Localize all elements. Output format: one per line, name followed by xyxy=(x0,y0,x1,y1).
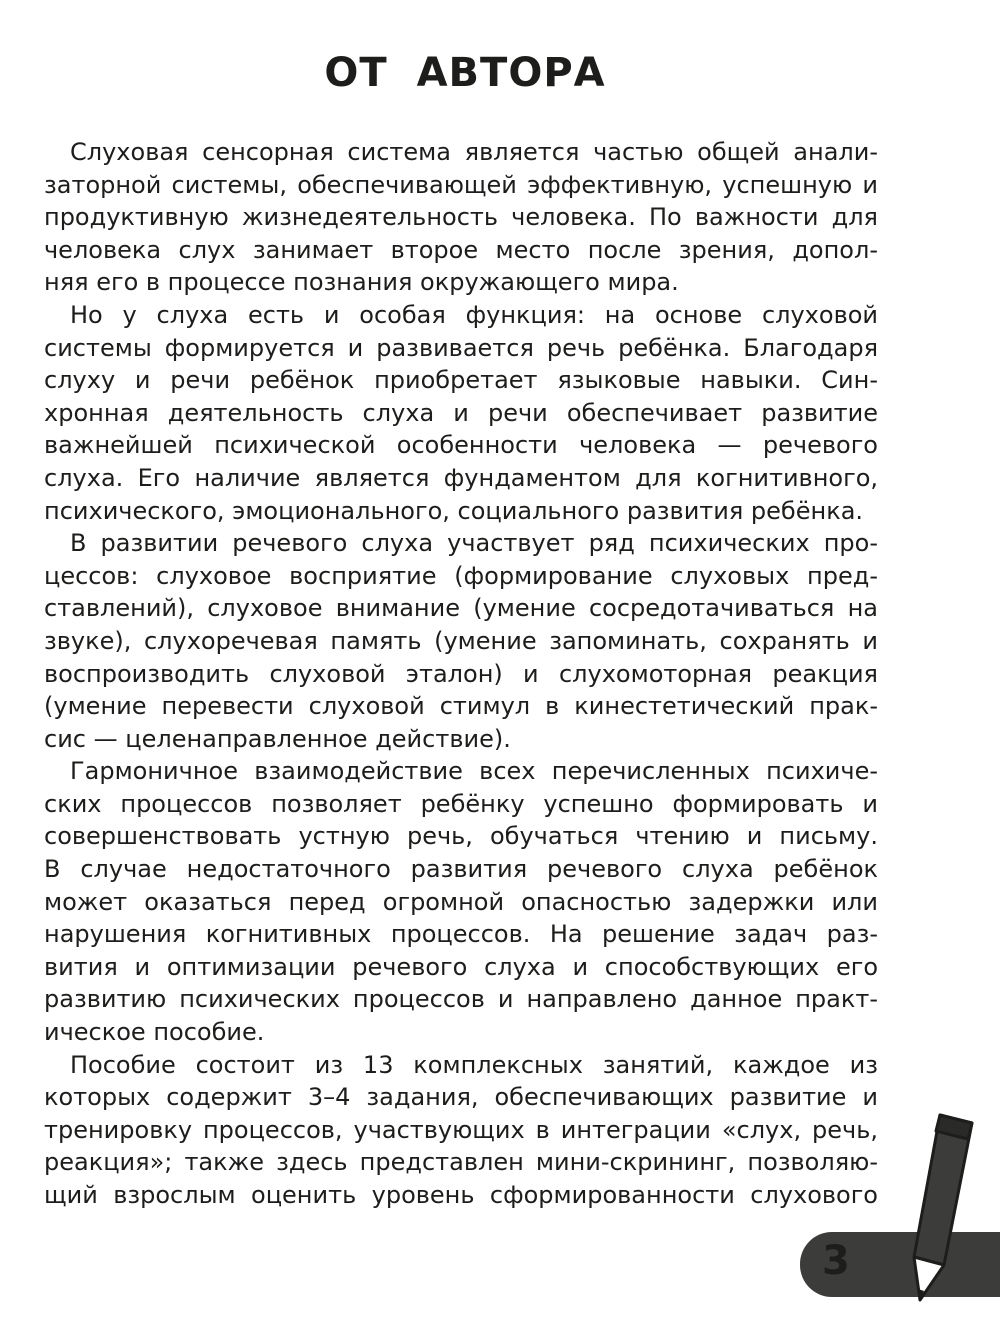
text-line: В развитии речевого слуха участвует ряд психических про- xyxy=(70,529,878,558)
text-line: В случае недостаточного развития речевого слуха ребёнок xyxy=(44,855,878,884)
text-line: человека слух занимает второе место после зрения, допол- xyxy=(44,235,878,264)
text-line: воспроизводить слуховой эталон) и слухомоторная реакция xyxy=(44,659,878,688)
text-line: слуху и речи ребёнок приобретает языковые навыки. Син- xyxy=(44,366,878,395)
text-line: системы формируется и развивается речь ребёнка. Благодаря xyxy=(44,333,878,362)
text-line: реакция»; также здесь представлен мини-скрининг, позволяю- xyxy=(44,1148,878,1177)
text-line: тренировку процессов, участвующих в интеграции «слух, речь, xyxy=(44,1115,878,1144)
pencil-tip xyxy=(914,1257,944,1300)
paragraph-5 xyxy=(44,1049,878,1212)
paragraph-2 xyxy=(44,299,878,527)
page-title: ОТ АВТОРА xyxy=(324,50,606,96)
text-line: Гармоничное взаимодействие всех перечисленных психиче- xyxy=(70,757,878,786)
paragraph-3 xyxy=(44,527,878,755)
text-line: продуктивную жизнедеятельность человека. По важности для xyxy=(44,203,878,232)
text-line: щий взрослым оценить уровень сформированности слухового xyxy=(44,1181,878,1209)
text-line: ическое пособие. xyxy=(44,1018,265,1047)
text-line: звуке), слухоречевая память (умение запоминать, сохранять и xyxy=(44,626,878,655)
text-line: нарушения когнитивных процессов. На решение задач раз- xyxy=(44,920,878,949)
text-line: может оказаться перед огромной опасностью задержки или xyxy=(44,887,878,916)
text-line: цессов: слуховое восприятие (формирование слуховых пред- xyxy=(44,561,878,590)
text-line: Пособие состоит из 13 комплексных занятий, каждое из xyxy=(70,1050,878,1079)
page-number: 3 xyxy=(822,1238,850,1284)
text-line: психического, эмоционального, социального развития ребёнка. xyxy=(44,496,864,525)
text-line: Но у слуха есть и особая функция: на основе слуховой xyxy=(70,300,878,329)
pencil-icon xyxy=(900,1105,1000,1305)
text-line: развитию психических процессов и направлено данное практ- xyxy=(44,985,878,1014)
text-line: ставлений), слуховое внимание (умение сосредотачиваться на xyxy=(44,594,878,623)
text-line: важнейшей психической особенности человека — речевого xyxy=(44,431,878,460)
text-line: (умение перевести слуховой стимул в кинестетический прак- xyxy=(44,692,878,721)
text-line: вития и оптимизации речевого слуха и способствующих его xyxy=(44,952,878,981)
body-text xyxy=(44,136,878,1212)
text-line: хронная деятельность слуха и речи обеспечивает развитие xyxy=(44,398,878,427)
text-line: сис — целенаправленное действие). xyxy=(44,724,511,753)
text-line: Слуховая сенсорная система является частью общей анали- xyxy=(70,138,878,166)
text-line: слуха. Его наличие является фундаментом для когнитивного, xyxy=(44,463,878,492)
text-line: няя его в процессе познания окружающего мира. xyxy=(44,268,679,297)
paragraph-1 xyxy=(44,136,878,299)
text-line: которых содержит 3–4 задания, обеспечивающих развитие и xyxy=(44,1083,878,1112)
paragraph-4 xyxy=(44,755,878,1048)
text-line: совершенствовать устную речь, обучаться чтению и письму. xyxy=(44,822,878,851)
text-line: ских процессов позволяет ребёнку успешно формировать и xyxy=(44,789,878,818)
text-line: заторной системы, обеспечивающей эффективную, успешную и xyxy=(44,170,878,199)
